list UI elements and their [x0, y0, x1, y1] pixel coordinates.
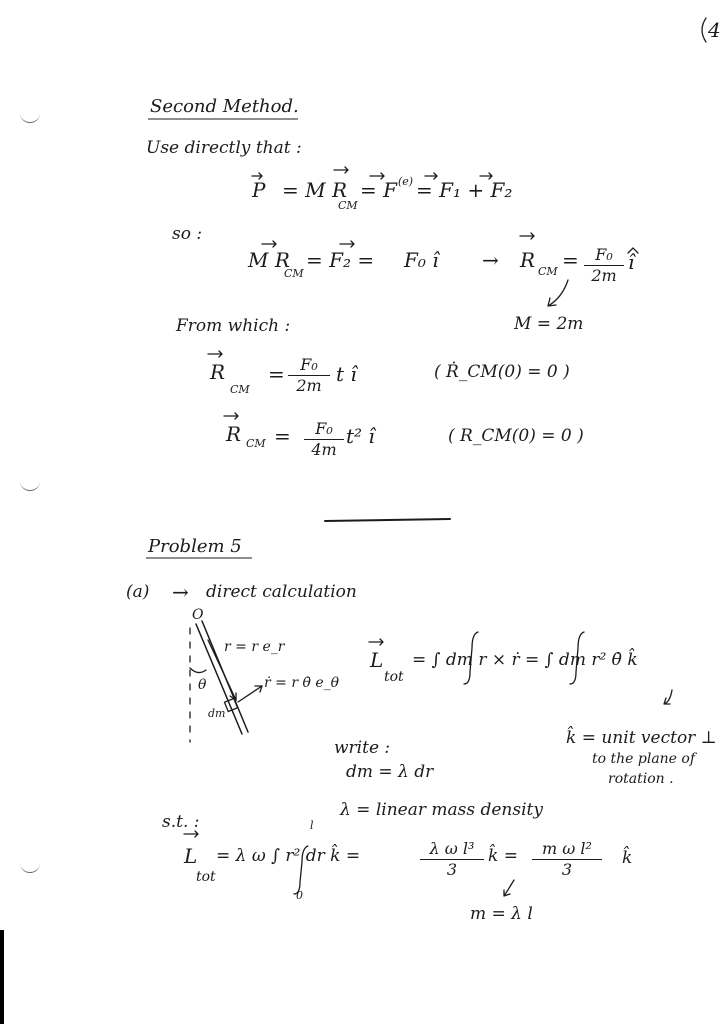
unit-vector: î: [628, 250, 635, 274]
fraction-numerator: F₀: [595, 245, 613, 264]
section-title: Problem 5: [148, 536, 242, 557]
fraction-denominator: 4m: [311, 440, 337, 460]
mass-element-equation: dm = λ dr: [346, 762, 434, 782]
angle-label: θ: [198, 677, 207, 693]
density-note: λ = linear mass density: [340, 800, 543, 820]
equation-term: = M R: [282, 178, 348, 202]
from-which-label: From which :: [176, 316, 291, 336]
fraction-numerator: m ω l²: [542, 839, 592, 858]
unit-vector-note: rotation .: [608, 771, 674, 787]
mass-relation-note: m = λ l: [470, 904, 533, 924]
page-number-bracket: [702, 18, 706, 42]
equation-term: = ∫ dm r × ṙ = ∫ dm r² θ̇ k̂: [412, 650, 638, 670]
vector-arrow: [340, 241, 354, 247]
theta-arc: [190, 668, 206, 673]
vector-arrow: [208, 351, 222, 357]
equation-term: M R: [248, 248, 290, 272]
momentum-symbol: P: [252, 178, 266, 202]
k-note-arrow: [664, 690, 672, 704]
equation-term: R: [226, 422, 242, 446]
equals-sign: =: [562, 248, 579, 272]
angular-momentum-symbol: L: [184, 844, 198, 868]
mass-element-label: dm: [208, 707, 226, 720]
mass-note: M = 2m: [514, 314, 584, 334]
write-label: write :: [334, 738, 391, 758]
integral-lower-limit: 0: [296, 889, 303, 902]
equation-term: = F: [360, 178, 397, 202]
subscript: tot: [384, 669, 404, 685]
fraction-denominator: 2m: [296, 376, 322, 396]
fraction-numerator: F₀: [315, 419, 333, 438]
angular-momentum-symbol: L: [370, 648, 384, 672]
unit-vector-note: to the plane of: [592, 751, 696, 767]
equals-sign: =: [274, 424, 291, 448]
vector-arrow: [262, 241, 276, 247]
integral-upper-limit: l: [310, 819, 314, 832]
subscript: CM: [246, 437, 266, 450]
vector-arrow: [334, 167, 348, 173]
so-label: so :: [172, 224, 203, 244]
implies-arrow: →: [172, 580, 189, 604]
equals-sign: =: [268, 362, 285, 386]
mass-note-arrow: [548, 280, 568, 306]
position-label: r = r e_r: [224, 639, 285, 655]
fraction: [420, 840, 484, 880]
part-description: direct calculation: [206, 582, 357, 602]
equation-term: = F₂ =: [306, 248, 375, 272]
fraction-denominator: 3: [446, 860, 458, 880]
unit-vector-note: k̂ = unit vector ⊥: [566, 728, 717, 748]
fraction: [584, 246, 624, 286]
equation-term: = F₁ + F₂: [416, 178, 513, 202]
fraction: [304, 420, 344, 460]
velocity-vector: [238, 686, 262, 702]
initial-condition: ( Ṙ_CM(0) = 0 ): [434, 362, 570, 382]
such-that-label: s.t. :: [162, 812, 200, 832]
origin-label: O: [192, 607, 204, 623]
vector-arrow: [520, 233, 534, 239]
part-label: (a): [126, 582, 150, 602]
equation-term: t² î: [346, 424, 375, 448]
subscript: CM: [538, 265, 558, 278]
velocity-label: ṙ = r θ̇ e_θ: [264, 675, 340, 691]
superscript: (e): [398, 175, 414, 188]
equation-term: R: [210, 360, 226, 384]
subscript: CM: [230, 383, 250, 396]
intro-text: Use directly that :: [146, 138, 302, 158]
m-note-arrow: [504, 880, 514, 896]
implies-arrow: →: [482, 248, 499, 272]
fraction-numerator: λ ω l³: [429, 839, 475, 858]
section-title: Second Method.: [150, 96, 299, 117]
fraction: [532, 840, 602, 880]
subscript: CM: [284, 267, 304, 280]
fraction-denominator: 3: [561, 860, 573, 880]
subscript: tot: [196, 869, 216, 885]
equation-term: = λ ω ∫ r² dr k̂ =: [216, 846, 361, 866]
fraction: [288, 356, 330, 396]
equation-term: R: [520, 248, 536, 272]
section-divider: [325, 519, 450, 521]
subscript: CM: [338, 199, 358, 212]
fraction-numerator: F₀: [300, 355, 318, 374]
equation-term: k̂ =: [488, 846, 518, 866]
vector-arrow: [369, 639, 383, 645]
equation-term: t î: [336, 362, 357, 386]
vector-arrow: [224, 413, 238, 419]
page-number: 4: [708, 18, 721, 42]
initial-condition: ( R_CM(0) = 0 ): [448, 426, 584, 446]
fraction-denominator: 2m: [591, 266, 617, 286]
equation-term: F₀ î: [404, 248, 439, 272]
unit-vector: k̂: [622, 848, 633, 868]
